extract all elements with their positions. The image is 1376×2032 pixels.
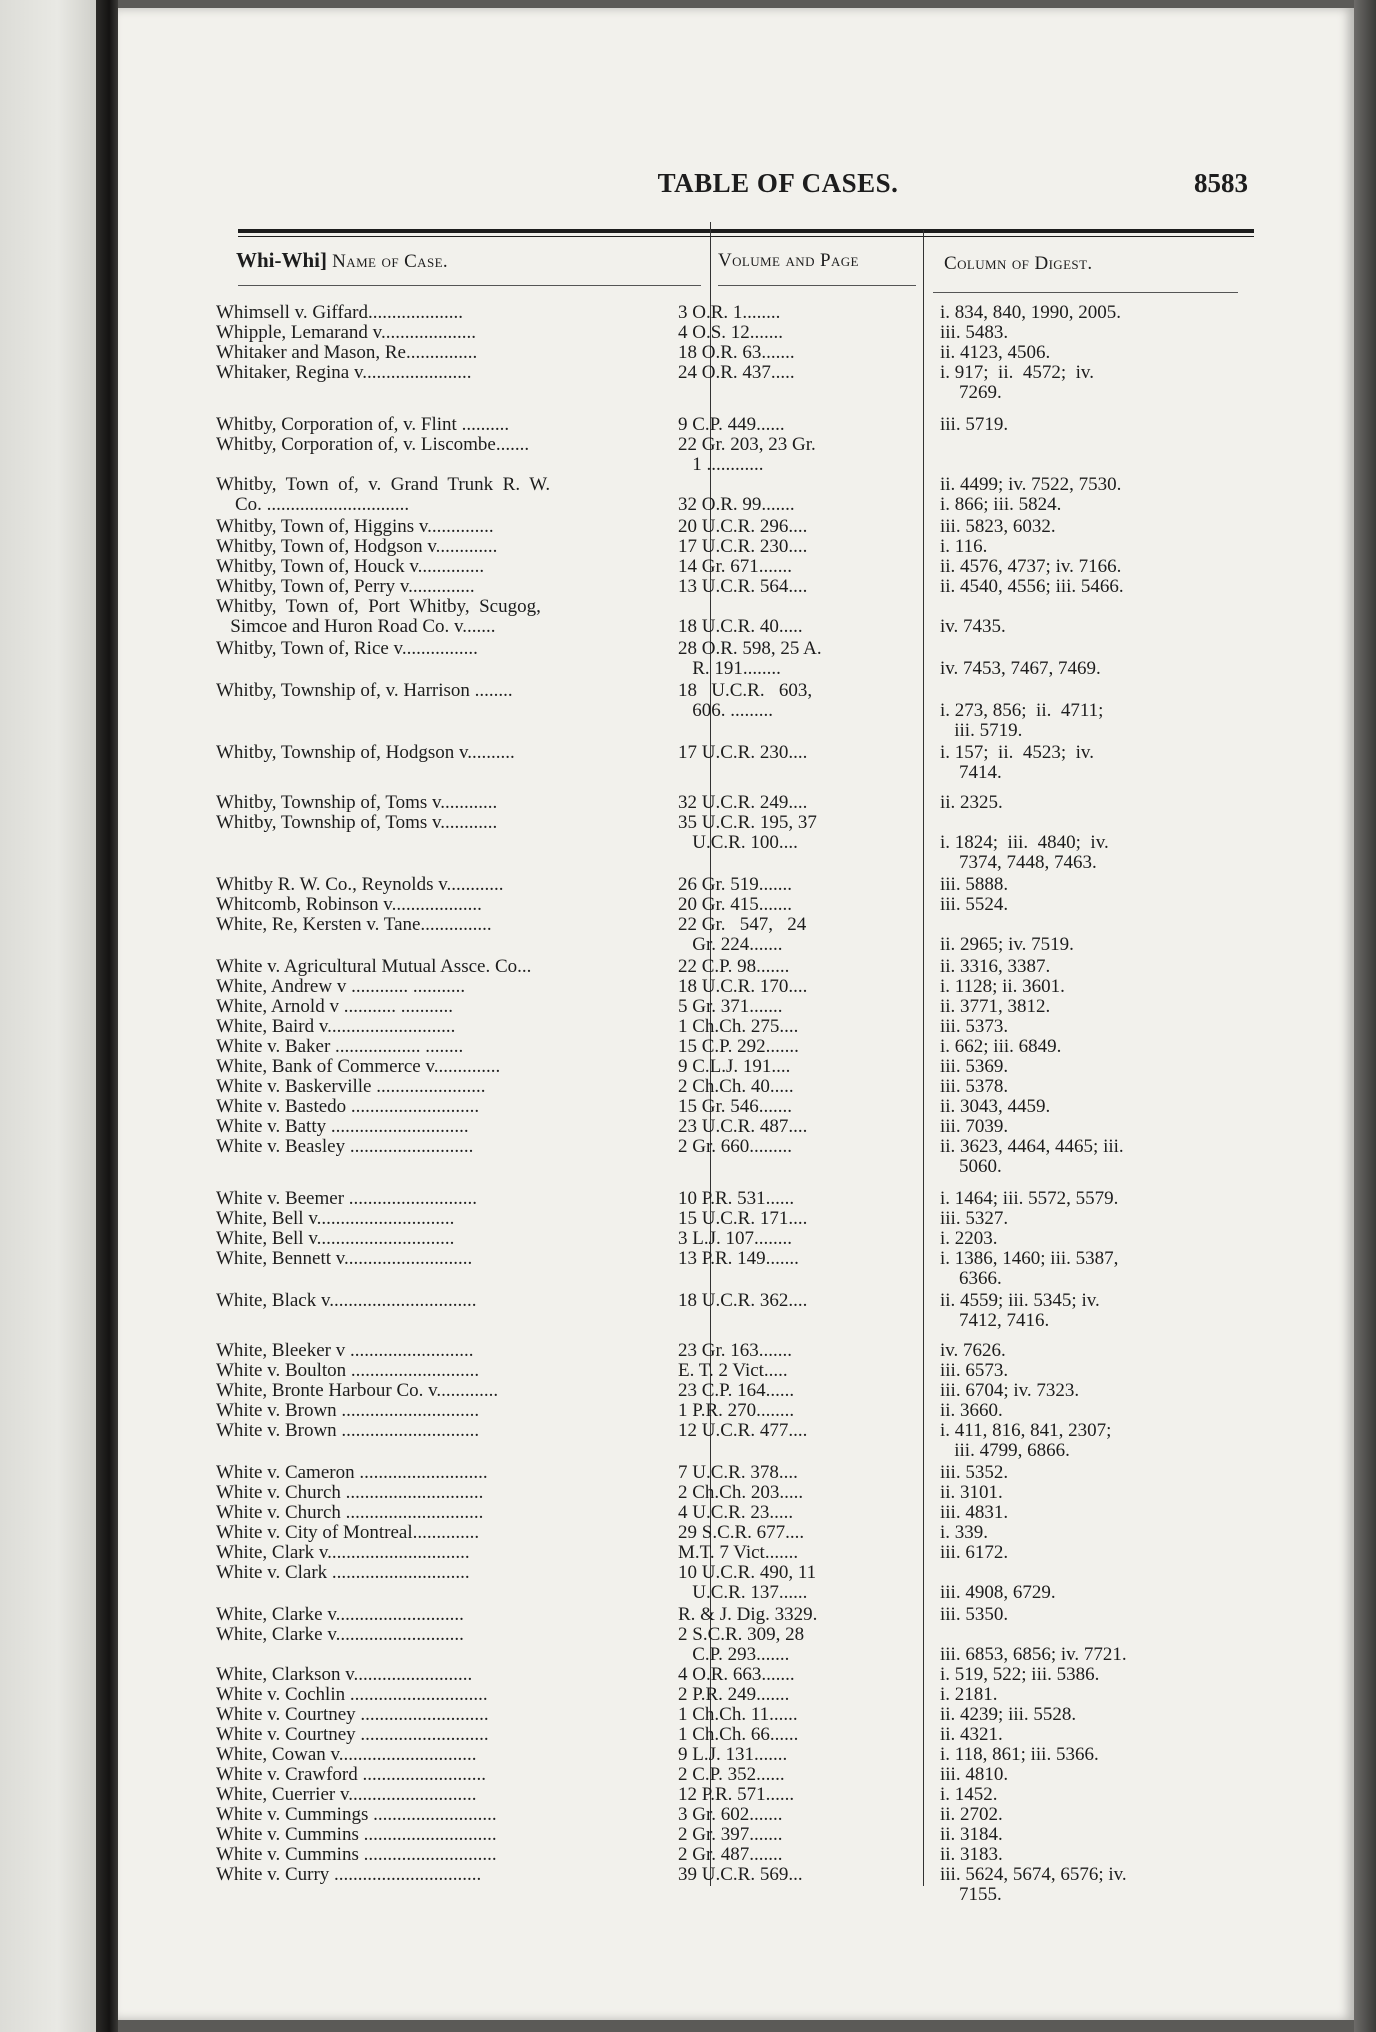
case-name: White, Bennett v........................... — [216, 1248, 473, 1269]
digest-column-ref: i. 339. — [940, 1522, 989, 1543]
volume-and-page: M.T. 7 Vict....... — [678, 1542, 799, 1563]
volume-and-page: 23 U.C.R. 487.... — [678, 1116, 808, 1137]
case-name: White, Bleeker v .......................... — [216, 1340, 474, 1361]
digest-column-ref: iii. 6573. — [940, 1360, 1009, 1381]
case-name: White v. Batty ............................. — [216, 1116, 469, 1137]
case-name: White v. Bastedo ........................... — [216, 1096, 480, 1117]
volume-and-page: 10 U.C.R. 490, 11 U.C.R. 137...... — [678, 1562, 817, 1603]
digest-column-ref: ii. 4123, 4506. — [940, 342, 1051, 363]
volume-and-page: 22 C.P. 98....... — [678, 956, 790, 977]
volume-and-page: 35 U.C.R. 195, 37 U.C.R. 100.... — [678, 812, 817, 853]
digest-column-ref: iii. 5888. — [940, 874, 1009, 895]
volume-and-page: 2 Gr. 487....... — [678, 1844, 783, 1865]
case-name: White, Bell v............................. — [216, 1228, 455, 1249]
column-divider-right — [923, 230, 924, 1886]
case-name: White v. Baker .................. ........ — [216, 1036, 464, 1057]
digest-column-ref: ii. 2702. — [940, 1804, 1003, 1825]
digest-column-ref: ii. 3183. — [940, 1844, 1003, 1865]
digest-column-ref: i. 519, 522; iii. 5386. — [940, 1664, 1100, 1685]
digest-column-ref: iii. 4810. — [940, 1764, 1009, 1785]
case-name: White, Clark v.............................. — [216, 1542, 470, 1563]
volume-and-page: 13 U.C.R. 564.... — [678, 576, 808, 597]
volume-and-page: E. T. 2 Vict..... — [678, 1360, 788, 1381]
case-name: Whitby, Town of, v. Grand Trunk R. W. Co. .............................. — [216, 474, 551, 515]
digest-column-ref: i. 116. — [940, 536, 988, 557]
digest-column-ref: iii. 5327. — [940, 1208, 1009, 1229]
digest-column-ref: iii. 5373. — [940, 1016, 1009, 1037]
volume-and-page: 22 Gr. 547, 24 Gr. 224....... — [678, 914, 807, 955]
case-name: White v. Church ............................. — [216, 1502, 484, 1523]
digest-column-ref: i. 118, 861; iii. 5366. — [940, 1744, 1099, 1765]
digest-column-ref: ii. 3184. — [940, 1824, 1003, 1845]
digest-column-ref: iv. 7626. — [940, 1340, 1006, 1361]
case-name: Whitby, Corporation of, v. Flint .......... — [216, 414, 510, 435]
volume-and-page: 23 C.P. 164...... — [678, 1380, 795, 1401]
digest-column-ref: iii. 5483. — [940, 322, 1009, 343]
digest-column-ref: iii. 7039. — [940, 1116, 1009, 1137]
volume-and-page: 2 Gr. 397....... — [678, 1824, 783, 1845]
case-name: Whitby, Township of, Hodgson v.......... — [216, 742, 515, 763]
case-name: White v. City of Montreal.............. — [216, 1522, 480, 1543]
case-name: Whitby, Town of, Higgins v.............. — [216, 516, 494, 537]
digest-column-ref: i. 1824; iii. 4840; iv. 7374, 7448, 7463. — [940, 832, 1109, 873]
volume-and-page: 4 O.S. 12....... — [678, 322, 784, 343]
digest-column-ref: iii. 5524. — [940, 894, 1009, 915]
case-name: Whitby, Township of, Toms v............ — [216, 792, 498, 813]
case-name: White v. Cameron ........................... — [216, 1462, 488, 1483]
digest-column-ref: ii. 3316, 3387. — [940, 956, 1051, 977]
case-name: White, Andrew v ............ ........... — [216, 976, 466, 997]
volume-and-page: 13 P.R. 149....... — [678, 1248, 799, 1269]
digest-column-ref: iv. 7435. — [940, 616, 1006, 637]
running-title: TABLE OF CASES. — [657, 168, 899, 198]
case-column-header — [236, 248, 448, 273]
digest-column-ref: i. 834, 840, 1990, 2005. — [940, 302, 1122, 323]
volume-and-page: 4 U.C.R. 23..... — [678, 1502, 794, 1523]
volume-and-page: 5 Gr. 371....... — [678, 996, 783, 1017]
volume-and-page: R. & J. Dig. 3329. — [678, 1604, 818, 1625]
digest-column-ref: iii. 4831. — [940, 1502, 1009, 1523]
digest-column-ref: i. 1128; ii. 3601. — [940, 976, 1065, 997]
volume-and-page: 2 C.P. 352...... — [678, 1764, 785, 1785]
volume-and-page: 18 U.C.R. 603, 606. ......... — [678, 680, 813, 721]
volume-and-page: 12 U.C.R. 477.... — [678, 1420, 808, 1441]
case-name: White v. Courtney ........................... — [216, 1724, 489, 1745]
digest-column-ref: iii. 4908, 6729. — [940, 1582, 1056, 1603]
volume-and-page: 1 P.R. 270........ — [678, 1400, 795, 1421]
page-stack-edge — [1354, 0, 1376, 2032]
digest-column-ref: iii. 5350. — [940, 1604, 1009, 1625]
digest-column-ref: ii. 3660. — [940, 1400, 1003, 1421]
case-name: Whitcomb, Robinson v................... — [216, 894, 482, 915]
case-name: Whitaker, Regina v....................... — [216, 362, 472, 383]
digest-column-ref: i. 866; iii. 5824. — [940, 494, 1062, 515]
volume-and-page: 18 U.C.R. 362.... — [678, 1290, 808, 1311]
digest-column-ref: ii. 4576, 4737; iv. 7166. — [940, 556, 1122, 577]
digest-column-ref: i. 1464; iii. 5572, 5579. — [940, 1188, 1119, 1209]
digest-column-ref: i. 411, 816, 841, 2307; iii. 4799, 6866. — [940, 1420, 1112, 1461]
case-name: White v. Boulton ........................... — [216, 1360, 480, 1381]
digest-column-ref: ii. 2965; iv. 7519. — [940, 934, 1074, 955]
case-name: Whitby, Township of, v. Harrison ........ — [216, 680, 513, 701]
digest-column-ref: i. 1386, 1460; iii. 5387, 6366. — [940, 1248, 1119, 1289]
facing-page-edge — [0, 0, 96, 2032]
case-name: White v. Cochlin ............................. — [216, 1684, 488, 1705]
case-name: Whipple, Lemarand v.................... — [216, 322, 476, 343]
case-name: White, Black v............................... — [216, 1290, 477, 1311]
volume-and-page: 1 Ch.Ch. 11...... — [678, 1704, 798, 1725]
volume-and-page: 2 P.R. 249....... — [678, 1684, 790, 1705]
volume-and-page: 7 U.C.R. 378.... — [678, 1462, 798, 1483]
volume-and-page: 32 O.R. 99....... — [678, 494, 795, 515]
case-name: White v. Courtney ........................... — [216, 1704, 489, 1725]
digest-column-ref: i. 2203. — [940, 1228, 998, 1249]
case-name: Whitby, Town of, Port Whitby, Scugog, Simcoe and Huron Road Co. v....... — [216, 596, 541, 637]
digest-column-ref: iii. 5378. — [940, 1076, 1009, 1097]
volume-and-page: 17 U.C.R. 230.... — [678, 742, 808, 763]
volume-and-page: 3 Gr. 602....... — [678, 1804, 783, 1825]
case-name: Whitby, Town of, Houck v.............. — [216, 556, 485, 577]
volume-and-page: 12 P.R. 571...... — [678, 1784, 795, 1805]
case-name: Whitby, Township of, Toms v............ — [216, 812, 498, 833]
case-name: White, Bronte Harbour Co. v............. — [216, 1380, 499, 1401]
alpha-range: Whi-Whi] — [236, 248, 328, 272]
case-name: White v. Cummings .......................... — [216, 1804, 497, 1825]
digest-column-ref: iii. 5352. — [940, 1462, 1009, 1483]
page-number: 8583 — [1194, 168, 1248, 198]
volume-and-page: 3 O.R. 1........ — [678, 302, 781, 323]
digest-column-ref: ii. 4239; iii. 5528. — [940, 1704, 1077, 1725]
digest-column-ref: iii. 5369. — [940, 1056, 1009, 1077]
volume-and-page: 2 Gr. 660......... — [678, 1136, 792, 1157]
case-name: White, Baird v........................... — [216, 1016, 456, 1037]
case-name: Whitby, Town of, Hodgson v............. — [216, 536, 498, 557]
case-name: White, Clarkson v......................... — [216, 1664, 473, 1685]
digest-column-ref: ii. 3101. — [940, 1482, 1003, 1503]
case-name: White v. Brown ............................. — [216, 1420, 480, 1441]
name-column-label: Name of Case. — [332, 251, 449, 272]
case-name: White v. Beasley .......................... — [216, 1136, 474, 1157]
digest-column-ref: ii. 4559; iii. 5345; iv. 7412, 7416. — [940, 1290, 1100, 1331]
volume-and-page: 17 U.C.R. 230.... — [678, 536, 808, 557]
volume-and-page: 39 U.C.R. 569... — [678, 1864, 803, 1885]
case-name: Whitby, Town of, Perry v.............. — [216, 576, 475, 597]
volume-and-page: 18 U.C.R. 170.... — [678, 976, 808, 997]
case-name: Whimsell v. Giffard.................... — [216, 302, 463, 323]
case-name: White, Re, Kersten v. Tane............... — [216, 914, 492, 935]
digest-column-ref: ii. 4499; iv. 7522, 7530. — [940, 474, 1122, 495]
digest-column-ref: iii. 6853, 6856; iv. 7721. — [940, 1644, 1127, 1665]
name-column-underline — [238, 285, 701, 286]
case-name: White v. Baskerville ....................... — [216, 1076, 486, 1097]
case-name: White, Cuerrier v........................... — [216, 1784, 477, 1805]
volume-and-page: 23 Gr. 163....... — [678, 1340, 792, 1361]
digest-column-ref: i. 157; ii. 4523; iv. 7414. — [940, 742, 1094, 783]
case-name: White v. Agricultural Mutual Assce. Co... — [216, 956, 532, 977]
volume-and-page: 15 U.C.R. 171.... — [678, 1208, 808, 1229]
volume-and-page: 2 S.C.R. 309, 28 C.P. 293....... — [678, 1624, 805, 1665]
digest-column-ref: iii. 5624, 5674, 6576; iv. 7155. — [940, 1864, 1127, 1905]
volume-and-page: 3 L.J. 107........ — [678, 1228, 792, 1249]
case-name: White, Clarke v........................... — [216, 1624, 464, 1645]
digest-column-ref: ii. 2325. — [940, 792, 1003, 813]
volume-and-page: 1 Ch.Ch. 66...... — [678, 1724, 799, 1745]
volume-and-page: 9 C.P. 449...... — [678, 414, 785, 435]
book-page — [118, 8, 1354, 2020]
case-name: White v. Cummins ............................ — [216, 1844, 497, 1865]
volume-and-page: 15 Gr. 546....... — [678, 1096, 792, 1117]
volume-and-page: 15 C.P. 292....... — [678, 1036, 799, 1057]
volume-and-page: 22 Gr. 203, 23 Gr. 1 ............ — [678, 434, 816, 475]
volume-and-page: 32 U.C.R. 249.... — [678, 792, 808, 813]
volume-and-page: 9 L.J. 131....... — [678, 1744, 788, 1765]
digest-column-ref: iv. 7453, 7467, 7469. — [940, 658, 1101, 679]
volume-and-page: 26 Gr. 519....... — [678, 874, 792, 895]
digest-column-ref: ii. 3043, 4459. — [940, 1096, 1051, 1117]
case-name: White, Arnold v ........... ........... — [216, 996, 453, 1017]
case-name: Whitaker and Mason, Re............... — [216, 342, 478, 363]
digest-column-ref: ii. 4540, 4556; iii. 5466. — [940, 576, 1124, 597]
volume-column-header: Volume and Page — [718, 250, 859, 271]
header-rule-thin — [238, 236, 1254, 237]
volume-and-page: 10 P.R. 531...... — [678, 1188, 795, 1209]
case-name: Whitby R. W. Co., Reynolds v............ — [216, 874, 504, 895]
case-name: White v. Clark ............................. — [216, 1562, 470, 1583]
volume-column-underline — [718, 285, 916, 286]
volume-and-page: 24 O.R. 437..... — [678, 362, 795, 383]
volume-and-page: 28 O.R. 598, 25 A. R. 191........ — [678, 638, 822, 679]
case-name: Whitby, Town of, Rice v................ — [216, 638, 478, 659]
digest-column-ref: iii. 6172. — [940, 1542, 1009, 1563]
digest-column-ref: ii. 3771, 3812. — [940, 996, 1051, 1017]
digest-column-header: Column of Digest. — [944, 253, 1093, 274]
case-name: White v. Curry ............................... — [216, 1864, 482, 1885]
volume-and-page: 18 O.R. 63....... — [678, 342, 795, 363]
digest-column-ref: ii. 4321. — [940, 1724, 1003, 1745]
volume-and-page: 2 Ch.Ch. 40..... — [678, 1076, 794, 1097]
case-name: White v. Church ............................. — [216, 1482, 484, 1503]
header-rule — [238, 229, 1254, 233]
case-name: White, Bell v............................. — [216, 1208, 455, 1229]
book-gutter — [96, 0, 118, 2032]
digest-column-ref: i. 273, 856; ii. 4711; iii. 5719. — [940, 700, 1104, 741]
digest-column-ref: i. 2181. — [940, 1684, 998, 1705]
digest-column-ref: i. 662; iii. 6849. — [940, 1036, 1062, 1057]
digest-column-ref: iii. 6704; iv. 7323. — [940, 1380, 1080, 1401]
case-name: White, Cowan v............................. — [216, 1744, 477, 1765]
case-name: White v. Beemer ........................... — [216, 1188, 478, 1209]
case-name: White v. Brown ............................. — [216, 1400, 480, 1421]
case-name: White v. Cummins ............................ — [216, 1824, 497, 1845]
volume-and-page: 18 U.C.R. 40..... — [678, 616, 803, 637]
case-name: White v. Crawford .......................... — [216, 1764, 486, 1785]
digest-column-ref: ii. 3623, 4464, 4465; iii. 5060. — [940, 1136, 1124, 1177]
digest-column-ref: iii. 5719. — [940, 414, 1009, 435]
digest-column-ref: iii. 5823, 6032. — [940, 516, 1056, 537]
digest-column-ref: i. 1452. — [940, 1784, 998, 1805]
volume-and-page: 14 Gr. 671....... — [678, 556, 792, 577]
volume-and-page: 4 O.R. 663....... — [678, 1664, 795, 1685]
volume-and-page: 20 Gr. 415....... — [678, 894, 792, 915]
volume-and-page: 20 U.C.R. 296.... — [678, 516, 808, 537]
case-name: White, Clarke v........................... — [216, 1604, 464, 1625]
digest-column-ref: i. 917; ii. 4572; iv. 7269. — [940, 362, 1094, 403]
volume-and-page: 29 S.C.R. 677.... — [678, 1522, 805, 1543]
case-name: Whitby, Corporation of, v. Liscombe....... — [216, 434, 530, 455]
volume-and-page: 1 Ch.Ch. 275.... — [678, 1016, 799, 1037]
volume-and-page: 9 C.L.J. 191.... — [678, 1056, 791, 1077]
case-name: White, Bank of Commerce v.............. — [216, 1056, 501, 1077]
digest-column-underline — [933, 292, 1238, 293]
volume-and-page: 2 Ch.Ch. 203..... — [678, 1482, 804, 1503]
